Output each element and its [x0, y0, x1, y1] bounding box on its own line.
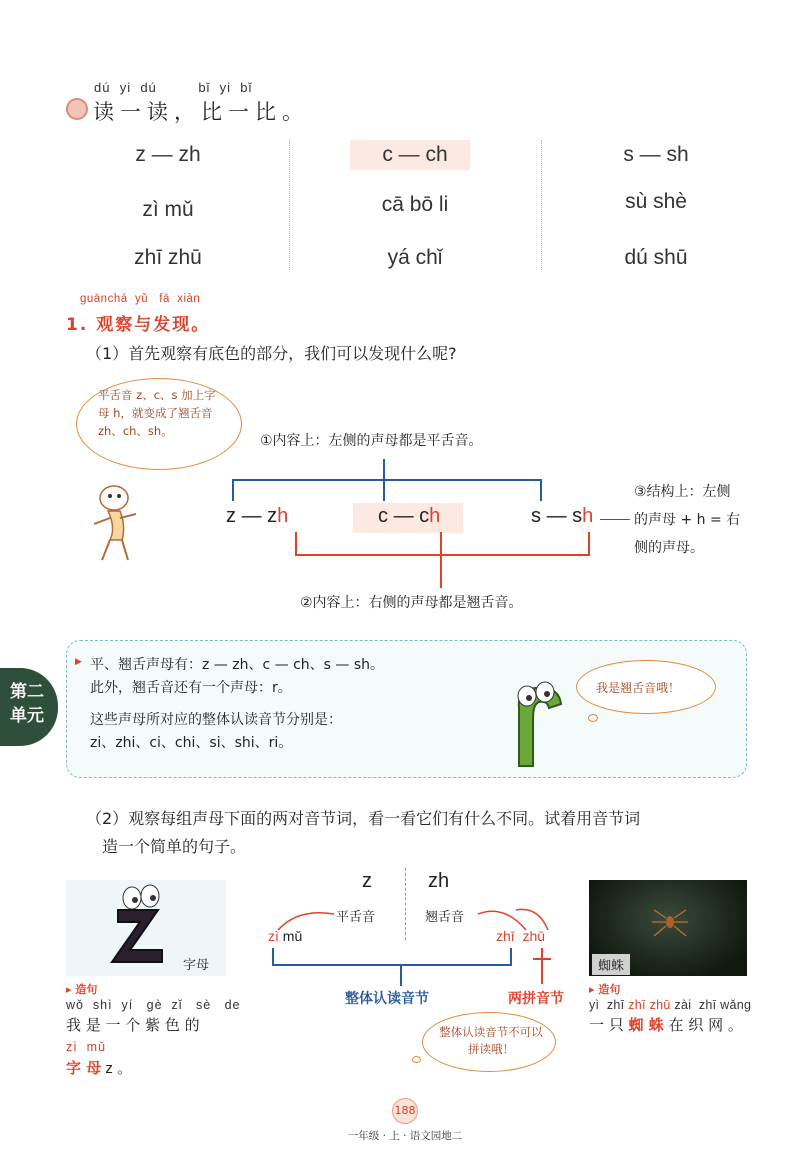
curled-tongue-label: 翘舌音 — [425, 910, 465, 925]
pair-c-ch: c — ch — [378, 505, 441, 527]
section-title: 读一读，比一比。 — [93, 100, 309, 124]
word-zhi-zhu: zhī zhū — [496, 928, 546, 944]
section-title-pinyin: dú yi dú bǐ yi bǐ — [94, 80, 253, 95]
sentence-pinyin: yì zhī zhī zhū zài zhī wǎng — [589, 998, 752, 1012]
question-2: （2）观察每组声母下面的两对音节词，看一看它们有什么不同。试着用音节词 造一个简单的句子。 — [86, 809, 641, 856]
point-2: ②内容上：右侧的声母都是翘舌音。 — [300, 595, 523, 611]
bracket-line — [232, 479, 542, 481]
sentence-pinyin: zì mǔ — [66, 1040, 107, 1054]
unit-tab: 第二 单元 — [0, 668, 58, 746]
point-1: ①内容上：左侧的声母都是平舌音。 — [260, 433, 483, 449]
sentence-line: 一 只 蜘 蛛 在 织 网 。 — [589, 1016, 743, 1034]
speech-bubble-text: 平舌音 z、c、s 加上字母 h，就变成了翘舌音 zh、ch、sh。 — [98, 388, 216, 438]
bracket-line — [400, 964, 402, 986]
bracket-line-red — [295, 554, 590, 556]
grid-cell: yá chǐ — [387, 246, 443, 269]
bracket-line — [232, 479, 234, 501]
sentence-pinyin: wǒ shì yí gè zǐ sè de — [66, 998, 241, 1012]
question-1: （1）首先观察有底色的部分，我们可以发现什么呢? — [86, 344, 457, 363]
whole-syllable-label: 整体认读音节 — [345, 991, 429, 1007]
grid-cell: zhī zhū — [134, 246, 202, 269]
page-number: 188 — [392, 1098, 418, 1124]
grid-cell: c — ch — [382, 143, 448, 166]
note-text: 平、翘舌声母有：z — zh、c — ch、s — sh。 此外，翘舌音还有一个声母：r。 这些声母所对应的整体认读音节分别是： zi、zhi、ci、chi、si、shi、ri。 — [90, 657, 384, 751]
pair-s-sh: s — sh — [531, 505, 594, 527]
bracket-line — [540, 479, 542, 501]
thought-dot — [588, 714, 598, 722]
letter-z-character-icon — [108, 880, 172, 966]
grid-cell: cā bō li — [381, 193, 449, 216]
observe-title: 1. 观察与发现。 — [66, 315, 211, 335]
grid-cell: s — sh — [623, 143, 689, 166]
letter-r-character-icon — [505, 678, 575, 772]
bracket-line-red — [295, 532, 297, 556]
connector-line — [600, 519, 630, 520]
bracket-line-red — [588, 532, 590, 556]
bracket-line — [383, 459, 385, 501]
footer-text: 一年级 · 上 · 语文园地二 — [347, 1130, 463, 1142]
grid-cell: dú shū — [624, 246, 688, 269]
thought-bubble-text: 整体认读音节不可以拼读哦！ — [439, 1025, 543, 1056]
bracket-line — [510, 948, 512, 966]
initial-z: z — [362, 870, 372, 892]
divider — [289, 140, 290, 270]
photo-label: 蜘蛛 — [592, 954, 630, 975]
spider-icon — [650, 904, 690, 940]
cartoon-character-icon — [80, 478, 150, 568]
thought-dot — [412, 1056, 421, 1063]
sentence-line: 字 母 z 。 — [66, 1059, 133, 1077]
bullet-icon: ▶ — [75, 657, 82, 667]
point-3: ③结构上：左侧 的声母 + h = 右 侧的声母。 — [634, 484, 741, 556]
sentence-tag: ▸ 造句 — [66, 983, 98, 996]
bracket-line-red — [533, 958, 551, 960]
bracket-line-red — [541, 948, 543, 984]
grid-cell: sù shè — [625, 190, 687, 213]
flower-icon — [66, 98, 88, 120]
grid-cell: zì mǔ — [142, 198, 194, 221]
flat-tongue-label: 平舌音 — [336, 910, 376, 925]
initial-zh: zh — [428, 870, 450, 892]
sentence-tag: ▸ 造句 — [589, 983, 621, 996]
divider — [541, 140, 542, 270]
thought-bubble-text: 我是翘舌音哦！ — [596, 681, 681, 695]
word-zi-mu: zì mǔ — [268, 928, 303, 944]
bracket-line — [272, 964, 512, 966]
observe-pinyin: guānchá yǔ fā xiàn — [80, 293, 201, 305]
two-part-syllable-label: 两拼音节 — [508, 991, 564, 1007]
sentence-line: 我 是 一 个 紫 色 的 — [66, 1016, 200, 1034]
letter-caption: 字母 — [183, 958, 210, 973]
grid-cell: z — zh — [135, 143, 201, 166]
pair-z-zh: z — zh — [226, 505, 289, 527]
bracket-line-red — [440, 532, 442, 588]
